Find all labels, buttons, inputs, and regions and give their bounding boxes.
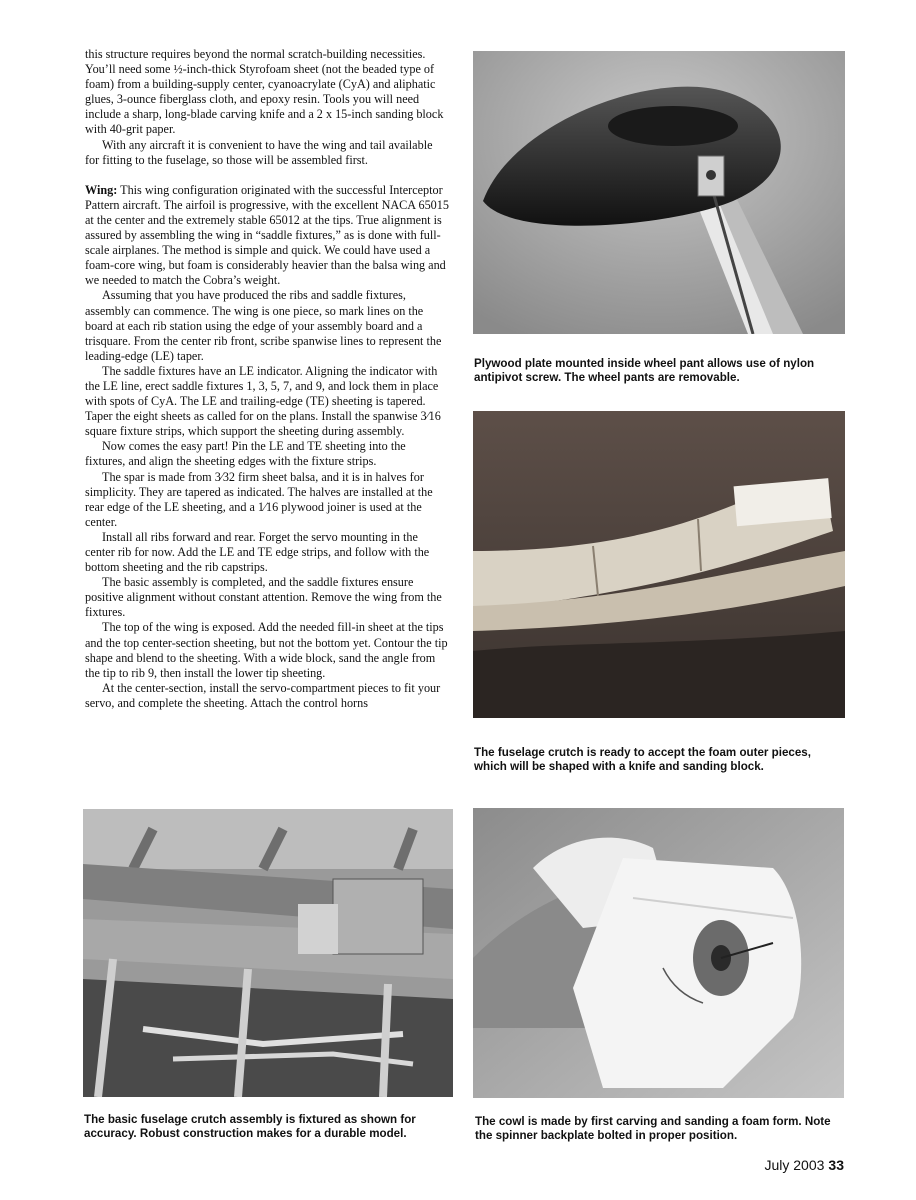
issue-date: July 2003 bbox=[764, 1157, 825, 1173]
fuselage-crutch-caption: The fuselage crutch is ready to accept the foam outer pieces, which will be shaped with a knife and sanding block. bbox=[474, 746, 811, 773]
crutch-assembly-caption: The basic fuselage crutch assembly is fixtured as shown for accuracy. Robust construction makes for a durable model. bbox=[84, 1113, 416, 1140]
paragraph: Now comes the easy part! Pin the LE and TE sheeting into the fixtures, and align the sheeting edges with the fixture strips. bbox=[85, 439, 406, 469]
wheel-pant-caption: Plywood plate mounted inside wheel pant allows use of nylon antipivot screw. The wheel pants are removable. bbox=[474, 357, 815, 384]
wing-heading: Wing: bbox=[85, 182, 118, 197]
paragraph: this structure requires beyond the normal scratch-building necessities. You’ll need some ½-inch-thick Styrofoam sheet (not the beaded type of foam) from a building-supply center, cyanoacrylate (CyA) and aliphatic glues, 3-ounce fiberglass cloth, and epoxy resin. Tools you will need include a sharp, long-blade carving knife and a 2 x 15-inch sanding block with 40-grit paper. bbox=[85, 47, 444, 137]
paragraph: The spar is made from 3⁄32 firm sheet balsa, and it is in halves for simplicity. They are tapered as indicated. The halves are installed at the rear edge of the LE sheeting, and a 1⁄16 plywood joiner is used at the center. bbox=[85, 469, 433, 529]
wing-section-paragraph bbox=[85, 183, 449, 289]
fuselage-crutch-photo bbox=[473, 411, 845, 718]
paragraph: Install all ribs forward and rear. Forget the servo mounting in the center rib for now. Add the LE and TE edge strips, and follow with the bottom sheeting and the rib capstrips. bbox=[85, 529, 430, 575]
crutch-assembly-photo bbox=[83, 809, 453, 1097]
paragraph: At the center-section, install the servo-compartment pieces to fit your servo, and complete the sheeting. Attach the control horns bbox=[85, 680, 441, 710]
paragraph-text: This wing configuration originated with the successful Interceptor Pattern aircraft. The airfoil is progressive, with the excellent NACA 65015 at the center and the extremely stable 65012 at the tips. True alignment is assured by assembling the wing in “saddle fixtures,” as is done with full-scale airplanes. The method is simple and quick. We could have used a foam-core wing, but foam is considerably heavier than the balsa wing and we needed to match the Cobra’s weight. bbox=[85, 182, 449, 288]
paragraph: With any aircraft it is convenient to have the wing and tail available for fitting to the fuselage, so those will be assembled first. bbox=[85, 137, 433, 167]
paragraph: The saddle fixtures have an LE indicator. Aligning the indicator with the LE line, erect saddle fixtures 1, 3, 5, 7, and 9, and lock them in place with spots of CyA. The LE and trailing-edge (TE) sheeting is tapered. Taper the eight sheets as called for on the plans. Install the spanwise 3⁄16 square fixture strips, which support the sheeting during assembly. bbox=[85, 363, 441, 439]
paragraph: Assuming that you have produced the ribs and saddle fixtures, assembly can commence. The wing is one piece, so mark lines on the board at each rib station using the edge of your assembly board and a trisquare. From the center rib front, scribe spanwise lines to represent the leading-edge (LE) taper. bbox=[85, 288, 442, 363]
page-number: 33 bbox=[828, 1157, 844, 1173]
page-footer bbox=[764, 1157, 844, 1173]
paragraph: The top of the wing is exposed. Add the needed fill-in sheet at the tips and the top center-section sheeting, but not the bottom yet. Contour the tip shape and blend to the sheeting. With a wide block, sand the angle from the tip to rib 9, then install the lower tip sheeting. bbox=[85, 620, 448, 680]
article-body bbox=[85, 47, 449, 711]
wheel-pant-photo bbox=[473, 51, 845, 334]
cowl-photo bbox=[473, 808, 844, 1098]
cowl-caption: The cowl is made by first carving and sanding a foam form. Note the spinner backplate bolted in proper position. bbox=[475, 1115, 831, 1142]
paragraph: The basic assembly is completed, and the saddle fixtures ensure positive alignment without constant attention. Remove the wing from the fixtures. bbox=[85, 575, 442, 620]
